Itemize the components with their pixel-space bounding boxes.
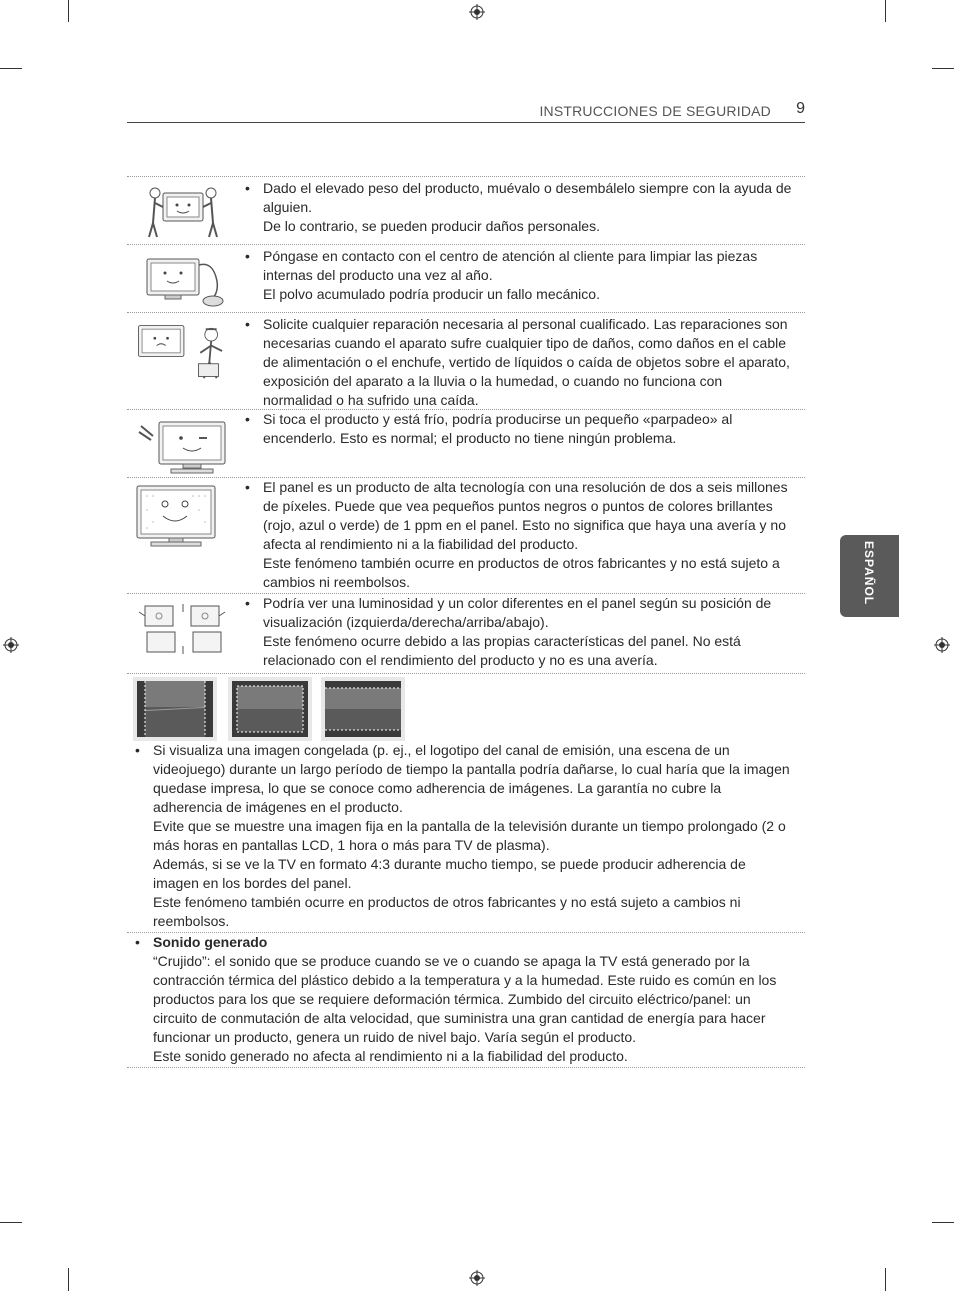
item-paragraph: De lo contrario, se pueden producir daños personales. — [263, 218, 600, 234]
safety-item — [127, 593, 805, 673]
noise-paragraph: “Crujido”: el sonido que se produce cuando se ve o cuando se apaga la TV está generado por la contracción térmica del plástico debido a la temperatura y a la humedad. Este ruido es común en los productos para los que se requiere deformación térmica. Zumbido del circuito eléctrico/panel: un circuito de conmutación de alta velocidad, que suministra una gran cantidad de energía para hacer funcionar un producto, genera un ruido de nivel bajo. Varía según el producto. — [153, 953, 777, 1045]
tv-viewing-angles-icon — [133, 602, 233, 656]
section-title: INSTRUCCIONES DE SEGURIDAD — [539, 103, 771, 119]
safety-item — [127, 176, 805, 244]
registration-mark-icon — [3, 637, 19, 653]
item-text — [245, 478, 793, 592]
image-retention-letterbox-icon — [321, 677, 405, 741]
bullet: • — [245, 248, 250, 264]
section-divider — [127, 1067, 805, 1068]
noise-paragraph: Este sonido generado no afecta al rendimiento ni a la fiabilidad del producto. — [153, 1048, 628, 1064]
item-paragraph: El polvo acumulado podría producir un fallo mecánico. — [263, 286, 600, 302]
bullet: • — [245, 180, 250, 196]
tv-vacuum-cleaning-icon — [133, 251, 233, 309]
crop-mark — [932, 68, 954, 69]
item-text — [245, 179, 793, 236]
crop-mark — [885, 0, 886, 22]
tv-pixel-dots-icon — [133, 482, 233, 548]
bullet: • — [135, 742, 140, 758]
image-retention-frame-icon — [228, 677, 312, 741]
language-tab-label: ESPAÑOL — [862, 541, 876, 606]
crop-mark — [932, 1222, 954, 1223]
registration-mark-icon — [469, 1270, 485, 1286]
bullet: • — [245, 411, 250, 427]
page-number: 9 — [796, 100, 805, 117]
crop-mark — [68, 1268, 69, 1291]
bullet: • — [135, 934, 140, 950]
item-text — [245, 594, 793, 670]
item-text — [245, 247, 793, 304]
retention-paragraph: Evite que se muestre una imagen fija en la pantalla de la televisión durante un tiempo prolongado (2 o más horas en pantallas LCD, 1 hora o más para TV de plasma). — [153, 818, 786, 853]
bullet: • — [245, 595, 250, 611]
safety-item — [127, 477, 805, 593]
bullet: • — [245, 316, 250, 332]
item-paragraph: Este fenómeno ocurre debido a las propias características del panel. No está relacionado con el rendimiento del producto y no es una avería. — [263, 633, 741, 668]
retention-paragraph: Además, si se ve la TV en formato 4:3 durante mucho tiempo, se puede producir adherencia de imagen en los bordes del panel. — [153, 856, 746, 891]
item-paragraph: Dado el elevado peso del producto, muévalo o desembálelo siempre con la ayuda de alguien. — [263, 180, 792, 215]
retention-paragraph: Este fenómeno también ocurre en productos de otros fabricantes y no está sujeto a cambios ni reembolsos. — [153, 894, 741, 929]
safety-item — [127, 312, 805, 409]
retention-paragraph: Si visualiza una imagen congelada (p. ej., el logotipo del canal de emisión, una escena de un videojuego) durante un largo período de tiempo la pantalla podría dañarse, lo cual haría que la imagen quedase impresa, lo que se conoce como adherencia de imágenes. La garantía no cubre la adherencia de imágenes en el producto. — [153, 742, 790, 815]
registration-mark-icon — [934, 637, 950, 653]
two-people-carrying-tv-icon — [133, 183, 233, 239]
item-text — [245, 410, 793, 448]
crop-mark — [0, 1222, 22, 1223]
item-paragraph: Póngase en contacto con el centro de atención al cliente para limpiar las piezas internas del producto una vez al año. — [263, 248, 758, 283]
safety-item — [127, 244, 805, 312]
crop-mark — [0, 68, 22, 69]
safety-item — [127, 409, 805, 477]
item-paragraph: El panel es un producto de alta tecnología con una resolución de dos a seis millones de píxeles. Puede que vea pequeños puntos negros o puntos de colores brillantes (rojo, azul o verde) de 1 ppm en el panel. Esto no significa que haya una avería y no afecta al rendimiento ni a la fiabilidad del producto. — [263, 479, 788, 552]
registration-mark-icon — [469, 4, 485, 20]
item-text — [245, 315, 793, 410]
item-paragraph: Si toca el producto y está frío, podría producirse un pequeño «parpadeo» al encenderlo. Esto es normal; el producto no tiene ningún problema. — [263, 411, 733, 446]
tv-repair-technician-icon — [133, 317, 233, 385]
item-paragraph: Podría ver una luminosidad y un color diferentes en el panel según su posición de visualización (izquierda/derecha/arriba/abajo). — [263, 595, 772, 630]
tv-winking-cold-icon — [133, 414, 233, 476]
bullet: • — [245, 479, 250, 495]
item-paragraph: Solicite cualquier reparación necesaria al personal cualificado. Las reparaciones son necesarias cuando el aparato sufre cualquier tipo de daños, como daños en el cable de alimentación o el enchufe, vertido de líquidos o caída de objetos sobre el aparato, exposición del aparato a la lluvia o la humedad, o cuando no funciona con normalidad o ha sufrido una caída. — [263, 316, 790, 408]
image-retention-pillarbox-icon — [133, 677, 217, 741]
crop-mark — [885, 1268, 886, 1291]
page-header — [127, 100, 805, 123]
noise-heading: Sonido generado — [153, 934, 268, 950]
crop-mark — [68, 0, 69, 22]
image-retention-text — [135, 741, 793, 931]
noise-text — [135, 933, 793, 1066]
item-paragraph: Este fenómeno también ocurre en productos de otros fabricantes y no está sujeto a cambios ni reembolsos. — [263, 555, 780, 590]
language-tab — [840, 535, 899, 617]
